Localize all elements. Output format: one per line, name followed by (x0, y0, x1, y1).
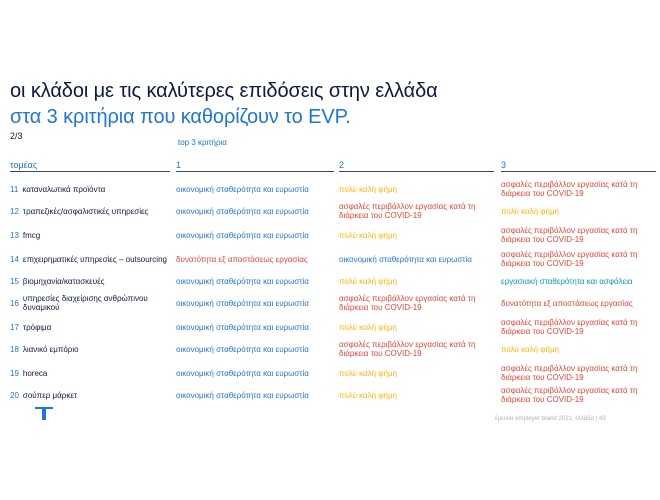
footer-source: έρευνα employer brand 2021, ελλάδα | 43 (495, 416, 606, 422)
column-header-sector: τομέας (10, 160, 38, 170)
sector-cell (10, 292, 170, 314)
page-indicator: 2/3 (10, 131, 23, 141)
criterion-2-cell: πολύ καλή φήμη (339, 390, 398, 400)
randstad-logo-icon (34, 407, 54, 421)
criterion-2-cell: ασφαλές περιβάλλον εργασίας κατά τη διάρκεια του COVID-19 (339, 340, 476, 358)
table-row (0, 362, 660, 384)
criterion-1-cell: δυνατότητα εξ αποστάσεως εργασίας (176, 254, 308, 264)
sector-cell (10, 384, 170, 406)
rank-number: 12 (10, 206, 19, 216)
table-row (0, 384, 660, 406)
table-row (0, 316, 660, 338)
criterion-1-cell: οικονομική σταθερότητα και ευρωστία (176, 322, 309, 332)
rank-number: 15 (10, 276, 19, 286)
top3-label: top 3 κριτήρια (178, 138, 227, 147)
criterion-2-cell: πολύ καλή φήμη (339, 276, 398, 286)
table-row (0, 270, 660, 292)
table-row (0, 248, 660, 270)
table-row (0, 224, 660, 246)
sector-cell (10, 248, 170, 270)
header-divider (501, 171, 656, 172)
page-title: οι κλάδοι με τις καλύτερες επιδόσεις στην ελλάδα (10, 80, 438, 102)
column-header-1: 1 (176, 160, 182, 170)
criterion-3-cell: πολύ καλή φήμη (501, 206, 560, 216)
criterion-2-cell: οικονομική σταθερότητα και ευρωστία (339, 254, 472, 264)
criterion-3-cell: ασφαλές περιβάλλον εργασίας κατά τη διάρκεια του COVID-19 (501, 386, 638, 404)
rank-number: 18 (10, 344, 19, 354)
sector-name: επιχειρηματικές υπηρεσίες – outsourcing (22, 254, 167, 264)
header-divider (10, 171, 170, 172)
sector-cell (10, 362, 170, 384)
criterion-3-cell: ασφαλές περιβάλλον εργασίας κατά τη διάρκεια του COVID-19 (501, 250, 638, 268)
criterion-1-cell: οικονομική σταθερότητα και ευρωστία (176, 344, 309, 354)
criterion-3-cell: ασφαλές περιβάλλον εργασίας κατά τη διάρκεια του COVID-19 (501, 364, 638, 382)
criterion-1-cell: οικονομική σταθερότητα και ευρωστία (176, 276, 309, 286)
sector-cell (10, 316, 170, 338)
criterion-1-cell: οικονομική σταθερότητα και ευρωστία (176, 298, 309, 308)
header-divider (339, 171, 494, 172)
criterion-3-cell: εργασιακή σταθερότητα και ασφάλεια (501, 276, 633, 286)
criterion-3-cell: ασφαλές περιβάλλον εργασίας κατά τη διάρκεια του COVID-19 (501, 180, 638, 198)
rank-number: 17 (10, 322, 19, 332)
criterion-3-cell: πολύ καλή φήμη (501, 344, 560, 354)
criterion-3-cell: δυνατότητα εξ αποστάσεως εργασίας (501, 298, 633, 308)
column-header-3: 3 (501, 160, 507, 170)
rank-number: 16 (10, 298, 19, 308)
criterion-3-cell: ασφαλές περιβάλλον εργασίας κατά τη διάρκεια του COVID-19 (501, 318, 638, 336)
sector-name: τραπεζικές/ασφαλιστικές υπηρεσίες (22, 206, 149, 216)
sector-cell (10, 200, 170, 222)
rank-number: 19 (10, 368, 19, 378)
criterion-2-cell: πολύ καλή φήμη (339, 368, 398, 378)
criterion-1-cell: οικονομική σταθερότητα και ευρωστία (176, 206, 309, 216)
criterion-1-cell: οικονομική σταθερότητα και ευρωστία (176, 368, 309, 378)
sector-name: λιανικό εμπόριο (22, 344, 79, 354)
table-row (0, 292, 660, 314)
table-row (0, 338, 660, 360)
sector-cell (10, 224, 170, 246)
sector-cell (10, 270, 170, 292)
rank-number: 14 (10, 254, 19, 264)
rank-number: 13 (10, 230, 19, 240)
criterion-1-cell: οικονομική σταθερότητα και ευρωστία (176, 390, 309, 400)
sector-name: σούπερ μάρκετ (22, 390, 78, 400)
column-header-2: 2 (339, 160, 345, 170)
criterion-1-cell: οικονομική σταθερότητα και ευρωστία (176, 230, 309, 240)
criterion-3-cell: ασφαλές περιβάλλον εργασίας κατά τη διάρκεια του COVID-19 (501, 226, 638, 244)
page-subtitle: στα 3 κριτήρια που καθορίζουν το EVP. (10, 106, 351, 128)
criterion-2-cell: ασφαλές περιβάλλον εργασίας κατά τη διάρκεια του COVID-19 (339, 202, 476, 220)
criterion-2-cell: πολύ καλή φήμη (339, 184, 398, 194)
criterion-2-cell: πολύ καλή φήμη (339, 322, 398, 332)
sector-cell (10, 178, 170, 200)
sector-name: τρόφιμα (22, 322, 52, 332)
criterion-1-cell: οικονομική σταθερότητα και ευρωστία (176, 184, 309, 194)
sector-name: βιομηχανία/κατασκευές (22, 276, 105, 286)
criterion-2-cell: ασφαλές περιβάλλον εργασίας κατά τη διάρκεια του COVID-19 (339, 294, 476, 312)
rank-number: 11 (10, 184, 19, 194)
rank-number: 20 (10, 390, 19, 400)
table-row (0, 200, 660, 222)
sector-name: καταναλωτικά προϊόντα (22, 184, 106, 194)
sector-cell (10, 338, 170, 360)
header-divider (176, 171, 334, 172)
table-row (0, 178, 660, 200)
sector-name: υπηρεσίες διαχείρισης ανθρώπινου δυναμικού (22, 294, 148, 312)
sector-name: fmcg (22, 230, 41, 240)
criterion-2-cell: πολύ καλή φήμη (339, 230, 398, 240)
sector-name: horeca (22, 368, 48, 378)
